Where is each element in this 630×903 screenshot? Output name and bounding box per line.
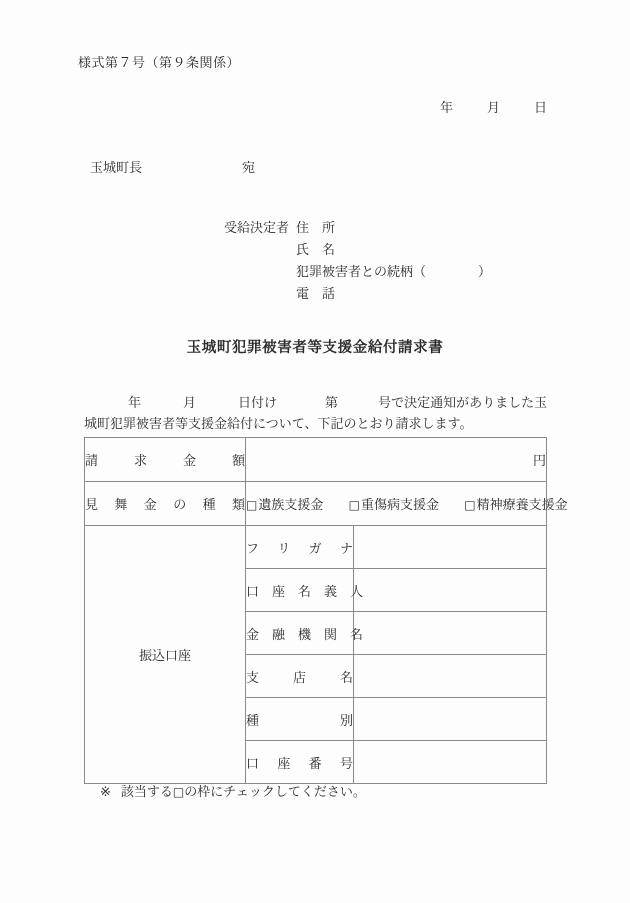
recipient-row-name (224, 239, 491, 261)
footnote-text-after: の枠にチェックしてください。 (184, 784, 366, 799)
footnote (100, 781, 366, 800)
bank-value-branch-name[interactable] (354, 655, 547, 698)
recipient-label-phone: 電 話 (296, 286, 336, 301)
body-year-label: 年 (128, 395, 142, 410)
bank-value-bank-name[interactable] (354, 612, 547, 655)
bank-value-account-type[interactable] (354, 698, 547, 741)
bank-label-account-holder: 口 座 名 義 人 (246, 569, 354, 612)
date-year-label: 年 (440, 100, 454, 115)
footnote-text-before: 該当する (120, 784, 173, 799)
bank-label-account-number: 口 座 番 号 (246, 741, 354, 784)
recipient-label-name: 氏 名 (296, 242, 336, 257)
amount-unit: 円 (533, 453, 547, 468)
bank-label-branch-name: 支 店 名 (246, 655, 354, 698)
recipient-row-relation (224, 261, 491, 283)
kind-options-cell (246, 482, 568, 526)
footnote-mark: ※ (100, 784, 111, 799)
amount-value-cell[interactable] (246, 438, 547, 482)
body-line-2: 城町犯罪被害者等支援金給付について、下記のとおり請求します。 (84, 416, 473, 431)
checkbox-option-serious-injury[interactable] (349, 494, 439, 513)
checkbox-icon: □ (464, 498, 476, 512)
kind-label: 見 舞 金 の 種 類 (85, 482, 246, 526)
body-paragraph (84, 392, 546, 434)
claim-table (84, 437, 568, 784)
bank-label-furigana: フ リ ガ ナ (246, 526, 354, 569)
date-month-label: 月 (487, 100, 501, 115)
recipient-heading: 受給決定者 (224, 220, 290, 235)
form-number: 様式第７号（第９条関係） (78, 55, 241, 70)
recipient-row-phone (224, 283, 491, 305)
table-row-amount (85, 438, 547, 482)
amount-label: 請 求 金 額 (85, 438, 246, 482)
checkbox-icon: □ (246, 498, 258, 512)
recipient-row-address (224, 217, 491, 239)
bank-label-bank-name: 金 融 機 関 名 (246, 612, 354, 655)
recipient-label-address: 住 所 (296, 220, 336, 235)
body-day-label: 日付け (238, 395, 278, 410)
body-number-prefix: 第 (325, 395, 339, 410)
addressee-line (90, 157, 255, 176)
bank-value-account-number[interactable] (354, 741, 547, 784)
checkbox-icon: □ (172, 785, 185, 799)
checkbox-label-serious-injury: 重傷病支援金 (360, 497, 439, 512)
bank-group-label: 振込口座 (85, 526, 246, 784)
checkbox-option-bereaved[interactable] (246, 494, 323, 513)
addressee-name: 玉城町長 (90, 160, 143, 175)
bank-label-account-type: 種 別 (246, 698, 354, 741)
body-number-suffix: 号で決定通知がありました玉 (378, 395, 548, 410)
recipient-label-relation-end: ） (478, 264, 492, 279)
checkbox-label-mental-care: 精神療養支援金 (476, 497, 568, 512)
table-row-kind (85, 482, 547, 526)
addressee-suffix: 宛 (242, 160, 256, 175)
body-month-label: 月 (183, 395, 197, 410)
checkbox-label-bereaved: 遺族支援金 (258, 497, 324, 512)
recipient-label-relation: 犯罪被害者との続柄（ (296, 264, 427, 279)
date-line (440, 97, 547, 116)
date-day-label: 日 (534, 100, 548, 115)
page-title: 玉城町犯罪被害者等支援金給付請求書 (186, 340, 444, 356)
bank-value-account-holder[interactable] (354, 569, 547, 612)
checkbox-option-mental-care[interactable] (464, 494, 567, 513)
table-row-furigana (85, 526, 547, 569)
checkbox-icon: □ (348, 498, 360, 512)
body-line-1 (84, 392, 546, 413)
recipient-block (224, 217, 491, 305)
bank-value-furigana[interactable] (354, 526, 547, 569)
